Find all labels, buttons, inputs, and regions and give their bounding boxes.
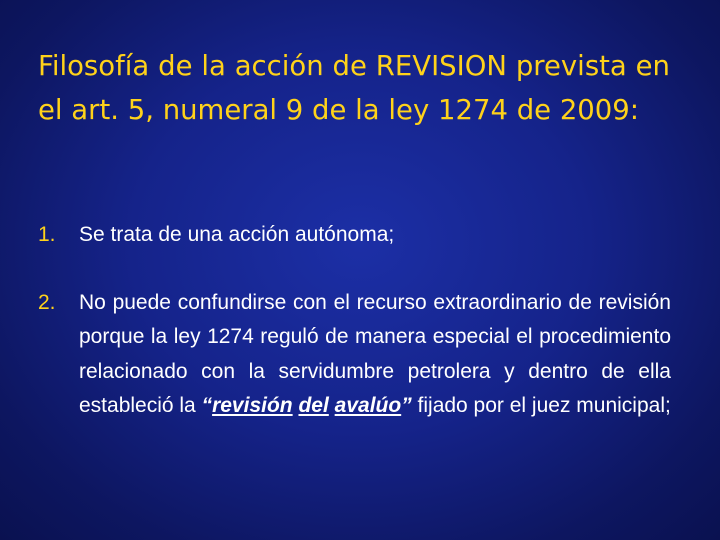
quoted-word: avalúo — [334, 394, 402, 417]
slide-title: Filosofía de la acción de REVISION prevista en el art. 5, numeral 9 de la ley 1274 de 2009: — [38, 50, 670, 126]
list-item-number: 1. — [38, 223, 56, 246]
list-item-1 — [38, 218, 671, 253]
bullet-list — [38, 218, 671, 424]
list-item-text-before: No puede confundirse con el recurso extraordinario de revisión porque la ley 1274 reguló de manera especial el procedimiento relacionado con la servidumbre petrolera y dentro de ella estableció la — [79, 290, 671, 417]
list-item-text-after: fijado por el juez municipal; — [411, 394, 671, 417]
list-item-2 — [38, 286, 671, 424]
list-item-text: Se trata de una acción autónoma; — [79, 223, 395, 246]
close-quote: ” — [401, 394, 412, 417]
quoted-word: del — [298, 394, 329, 417]
quoted-phrase — [202, 394, 412, 417]
open-quote: “ — [201, 394, 213, 417]
list-item-number: 2. — [38, 290, 56, 314]
quoted-word: revisión — [212, 394, 293, 417]
